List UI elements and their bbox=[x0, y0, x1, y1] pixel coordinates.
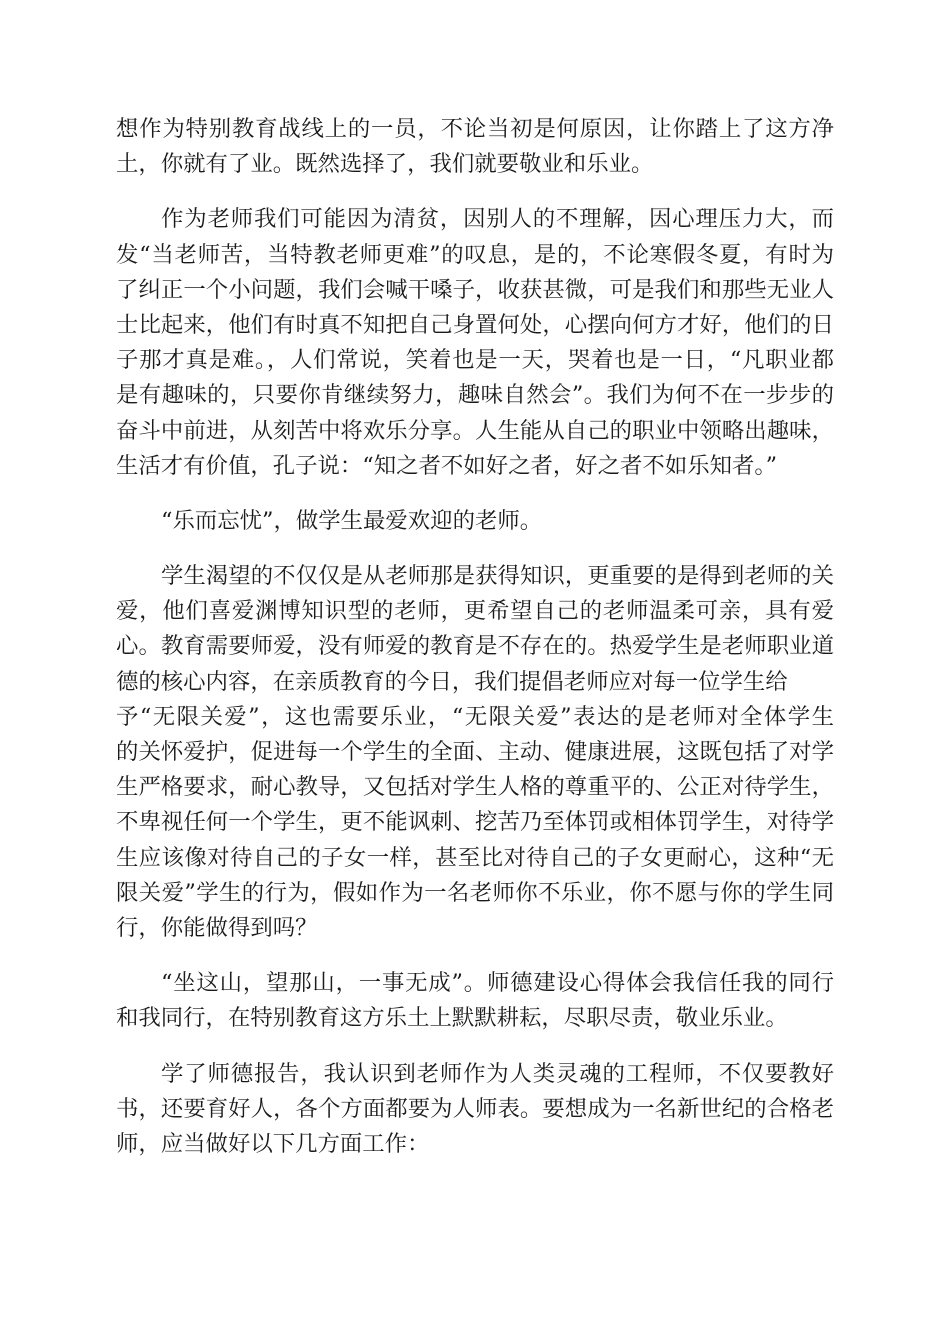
paragraph-line: 不卑视任何一个学生，更不能讽刺、挖苦乃至体罚或相体罚学生，对待学 bbox=[116, 809, 834, 836]
paragraph-gap bbox=[116, 1037, 834, 1057]
paragraph-p2 bbox=[116, 202, 834, 484]
paragraph-line: 书，还要育好人，各个方面都要为人师表。要想成为一名新世纪的合格老 bbox=[116, 1095, 834, 1122]
paragraph-gap bbox=[116, 182, 834, 202]
paragraph-line: 生严格要求，耐心教导，又包括对学生人格的尊重平的、公正对待学生， bbox=[116, 774, 834, 801]
paragraph-gap bbox=[116, 484, 834, 504]
paragraph-line: 了纠正一个小问题，我们会喊干嗓子，收获甚微，可是我们和那些无业人 bbox=[116, 276, 834, 303]
paragraph-p6 bbox=[116, 1057, 834, 1163]
paragraph-line: 的关怀爱护，促进每一个学生的全面、主动、健康进展，这既包括了对学 bbox=[116, 739, 834, 765]
paragraph-p5 bbox=[116, 966, 834, 1036]
paragraph-line: 师，应当做好以下几方面工作： bbox=[116, 1130, 430, 1157]
paragraph-line: 予“无限关爱”，这也需要乐业，“无限关爱”表达的是老师对全体学生 bbox=[116, 703, 834, 730]
paragraph-line: 子那才真是难。，人们常说，笑着也是一天，哭着也是一日，“凡职业都 bbox=[116, 347, 834, 374]
paragraph-line: 生应该像对待自己的子女一样，甚至比对待自己的子女更耐心，这种“无 bbox=[116, 844, 834, 871]
paragraph-line: 行，你能做得到吗？ bbox=[116, 914, 318, 941]
paragraph-line: “乐而忘忧”，做学生最爱欢迎的老师。 bbox=[161, 507, 543, 534]
paragraph-p1 bbox=[116, 112, 834, 182]
paragraph-line: 是有趣味的，只要你肯继续努力，趣味自然会”。我们为何不在一步步的 bbox=[116, 382, 834, 409]
paragraph-line: 作为老师我们可能因为清贫，因别人的不理解，因心理压力大，而 bbox=[161, 206, 834, 233]
paragraph-line: 士比起来，他们有时真不知把自己身置何处，心摆向何方才好，他们的日 bbox=[116, 311, 834, 338]
paragraph-line: 生活才有价值，孔子说：“知之者不如好之者，好之者不如乐知者。” bbox=[116, 452, 778, 479]
document-body bbox=[116, 112, 834, 1162]
paragraph-line: 学生渴望的不仅仅是从老师那是获得知识，更重要的是得到老师的关 bbox=[161, 563, 834, 590]
paragraph-line: “坐这山，望那山，一事无成”。师德建设心得体会我信任我的同行 bbox=[161, 970, 834, 997]
paragraph-p3 bbox=[116, 504, 834, 539]
paragraph-line: 德的核心内容，在亲质教育的今日，我们提倡老师应对每一位学生给 bbox=[116, 668, 788, 695]
paragraph-gap bbox=[116, 539, 834, 559]
paragraph-line: 奋斗中前进，从刻苦中将欢乐分享。人生能从自己的职业中领略出趣味， bbox=[116, 417, 834, 444]
paragraph-line: 和我同行，在特别教育这方乐土上默默耕耘，尽职尽责，敬业乐业。 bbox=[116, 1005, 788, 1032]
paragraph-line: 爱，他们喜爱渊博知识型的老师，更希望自己的老师温柔可亲，具有爱 bbox=[116, 598, 834, 625]
paragraph-line: 土，你就有了业。既然选择了，我们就要敬业和乐业。 bbox=[116, 151, 654, 178]
paragraph-line: 想作为特别教育战线上的一员，不论当初是何原因，让你踏上了这方净 bbox=[116, 116, 834, 142]
paragraph-p4 bbox=[116, 559, 834, 946]
paragraph-line: 限关爱”学生的行为，假如作为一名老师你不乐业，你不愿与你的学生同 bbox=[116, 879, 834, 906]
paragraph-line: 心。教育需要师爱，没有师爱的教育是不存在的。热爱学生是老师职业道 bbox=[116, 633, 834, 660]
paragraph-line: 发“当老师苦，当特教老师更难”的叹息，是的，不论寒假冬夏，有时为 bbox=[116, 241, 834, 268]
paragraph-line: 学了师德报告，我认识到老师作为人类灵魂的工程师，不仅要教好 bbox=[161, 1060, 834, 1087]
paragraph-gap bbox=[116, 946, 834, 966]
